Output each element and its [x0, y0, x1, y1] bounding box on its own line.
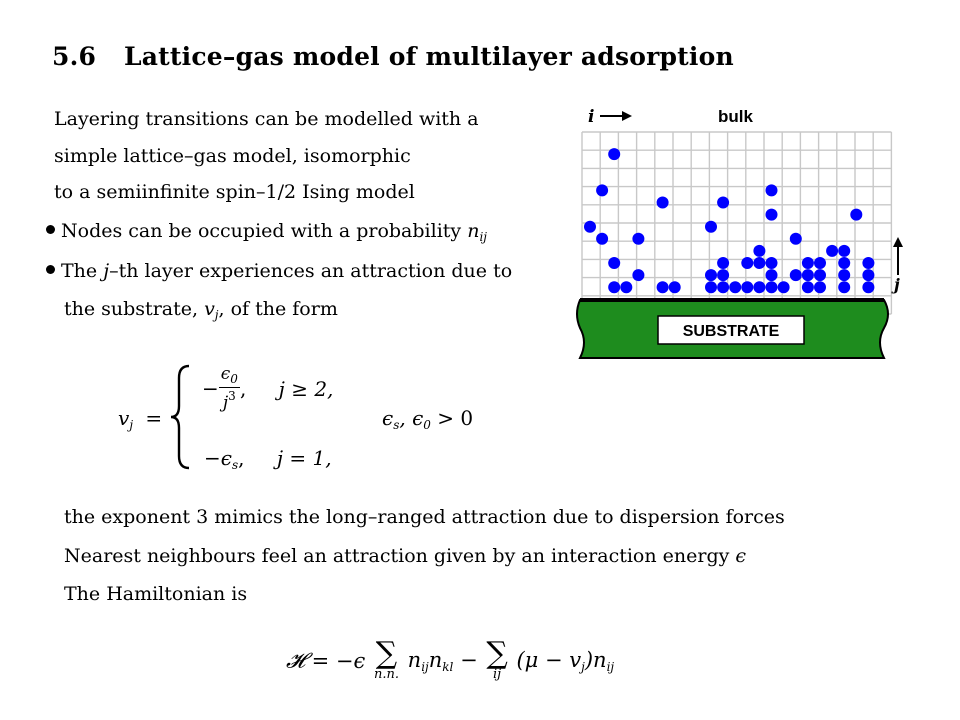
- atom: [741, 257, 753, 269]
- page-title: [52, 42, 734, 71]
- atom: [814, 281, 826, 293]
- text-exponent: the exponent 3 mimics the long–ranged attraction due to dispersion forces: [64, 506, 785, 528]
- atom: [814, 257, 826, 269]
- atom: [729, 281, 741, 293]
- atom: [608, 148, 620, 160]
- bulk-label: bulk: [718, 107, 753, 126]
- intro-line-1: Layering transitions can be modelled with a: [54, 108, 479, 130]
- equation-lhs: $v_j$ =: [118, 406, 163, 432]
- atom: [596, 184, 608, 196]
- atom: [753, 257, 765, 269]
- atom: [850, 209, 862, 221]
- atom: [814, 269, 826, 281]
- section-number: 5.6: [52, 42, 97, 71]
- i-axis-arrow: [588, 107, 632, 127]
- atom: [838, 281, 850, 293]
- atom: [838, 269, 850, 281]
- i-label: i: [588, 107, 595, 127]
- atom: [753, 245, 765, 257]
- bullet-dot: [46, 225, 55, 234]
- atom: [657, 197, 669, 209]
- j-label: j: [894, 275, 900, 294]
- atom: [766, 269, 778, 281]
- atom: [657, 281, 669, 293]
- substrate-label: SUBSTRATE: [682, 323, 780, 340]
- bullet-occupation: Nodes can be occupied with a probability $n_{ij}$: [46, 220, 487, 248]
- hamiltonian-equation: 𝓗 = −ϵ ∑ n.n. $n_{ij}n_{kl}$ − ∑ ij $(\mu - v_j)n_{ij}$: [286, 636, 615, 682]
- equation-case-1: − $\frac{\epsilon_0}{j^3}$ , j ≥ 2,: [202, 364, 334, 413]
- atom: [838, 245, 850, 257]
- atom: [584, 221, 596, 233]
- atom: [705, 269, 717, 281]
- bullet-attraction-cont: the substrate, $v_j$, of the form: [64, 298, 338, 322]
- atom: [705, 221, 717, 233]
- atom: [790, 233, 802, 245]
- brace-icon: [170, 364, 192, 470]
- atom: [632, 269, 644, 281]
- atom: [838, 257, 850, 269]
- atom: [778, 281, 790, 293]
- bullet-attraction: The j–th layer experiences an attraction due to: [46, 260, 512, 282]
- atom: [753, 281, 765, 293]
- atom: [717, 269, 729, 281]
- substrate: [577, 300, 888, 358]
- atom: [620, 281, 632, 293]
- atom: [766, 184, 778, 196]
- atom: [741, 281, 753, 293]
- atom: [766, 209, 778, 221]
- bullet-dot: [46, 265, 55, 274]
- atom: [862, 269, 874, 281]
- intro-line-3: to a semiinfinite spin–1/2 Ising model: [54, 181, 415, 203]
- lattice-figure: [578, 100, 900, 362]
- equation-condition: $\epsilon_s$, $\epsilon_0 > 0$: [382, 406, 474, 432]
- atom: [802, 281, 814, 293]
- atom: [826, 245, 838, 257]
- atom: [705, 281, 717, 293]
- text-neighbours: Nearest neighbours feel an attraction given by an interaction energy ϵ: [64, 545, 747, 567]
- section-title: Lattice–gas model of multilayer adsorption: [124, 42, 734, 71]
- atom: [790, 269, 802, 281]
- atom: [717, 257, 729, 269]
- atom: [608, 257, 620, 269]
- atom: [766, 281, 778, 293]
- atom: [802, 257, 814, 269]
- atom: [669, 281, 681, 293]
- adsorbed-atoms: [584, 148, 874, 293]
- equation-case-2: $-\epsilon_s$, j = 1,: [204, 446, 332, 472]
- atom: [717, 197, 729, 209]
- text-hamiltonian-intro: The Hamiltonian is: [64, 583, 248, 605]
- atom: [862, 257, 874, 269]
- atom: [766, 257, 778, 269]
- atom: [717, 281, 729, 293]
- atom: [608, 281, 620, 293]
- atom: [862, 281, 874, 293]
- j-axis-arrow: [891, 237, 903, 294]
- atom: [802, 269, 814, 281]
- atom: [632, 233, 644, 245]
- intro-line-2: simple lattice–gas model, isomorphic: [54, 145, 411, 167]
- atom: [596, 233, 608, 245]
